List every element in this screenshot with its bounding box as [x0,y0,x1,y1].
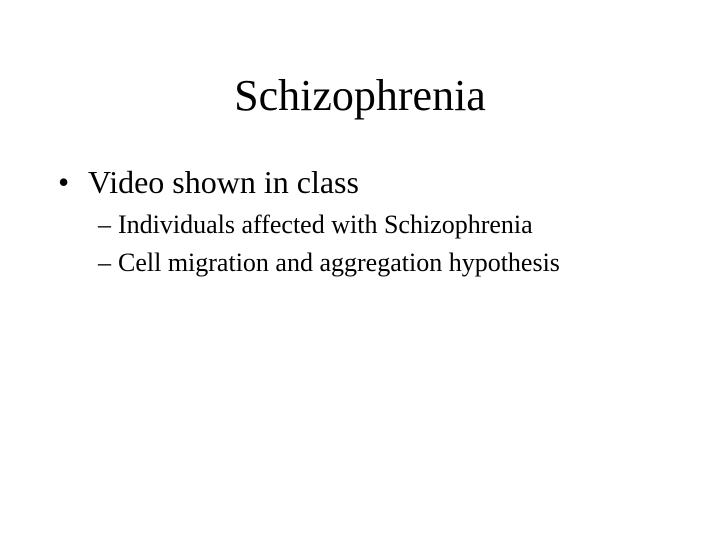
bullet-marker: • [58,164,70,200]
sub-bullet-item [98,244,560,282]
sub-bullet-item [98,206,560,244]
bullet-item [58,164,359,200]
sub-bullet-text: Individuals affected with Schizophrenia [118,210,533,239]
sub-bullet-list [98,206,560,282]
slide-title: Schizophrenia [234,71,486,120]
sub-bullet-text: Cell migration and aggregation hypothesis [118,248,560,277]
sub-bullet-marker: – [98,210,111,239]
sub-bullet-marker: – [98,248,111,277]
bullet-text: Video shown in class [88,164,359,200]
